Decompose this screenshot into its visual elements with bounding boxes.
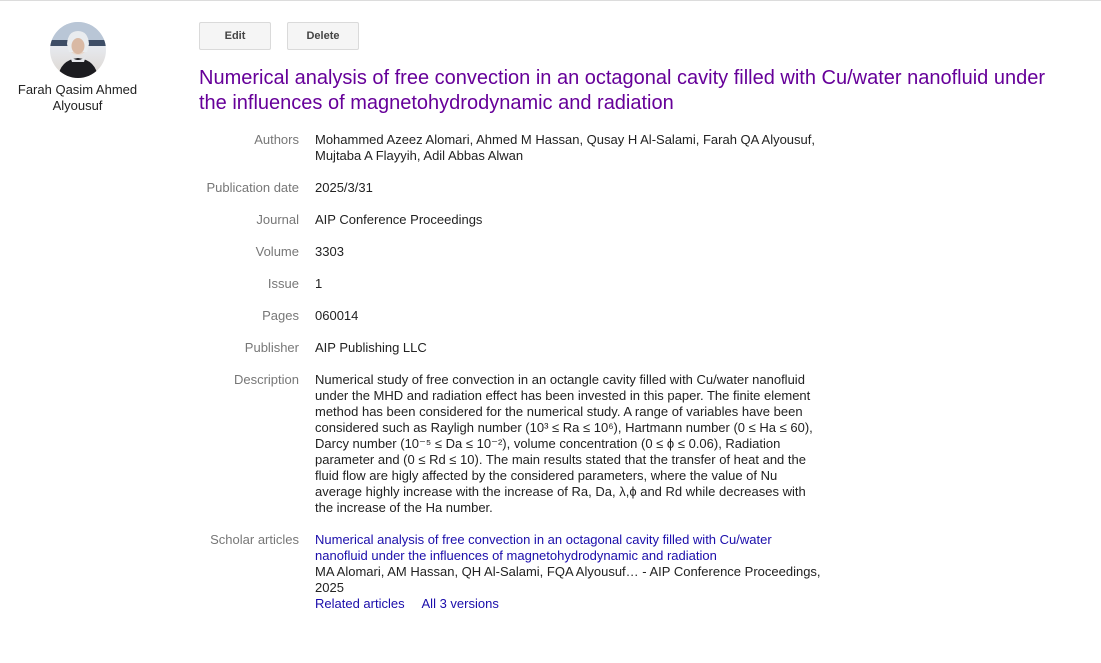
pages-row (199, 308, 839, 324)
description-value: Numerical study of free convection in an octangle cavity filled with Cu/water nanofluid under the MHD and radiation effect has been invested in this paper. The finite element method has been considered for the numerical study. A range of variables have been considered such as Rayligh number (10³ ≤ Ra ≤ 10⁶), Hartmann number (0 ≤ Ha ≤ 60), Darcy number (10⁻⁵ ≤ Da ≤ 10⁻²), volume concentration (0 ≤ ϕ ≤ 0.06), Radiation parameter and (0 ≤ Rd ≤ 10). The main results stated that the transfer of heat and the fluid flow are higly affected by the considered parameters, where the value of Nu average highly increase with the increase of Ra, Da, λ,ϕ and Rd while decreases with the increase of the Ha number. (315, 372, 813, 515)
authors-label: Authors (254, 132, 299, 147)
publication-date-label: Publication date (206, 180, 299, 195)
description-label: Description (233, 372, 299, 387)
edit-button[interactable]: Edit (199, 22, 271, 50)
publication-date-value: 2025/3/31 (315, 180, 373, 195)
scholar-articles-value (315, 532, 825, 612)
publication-date-row (199, 180, 839, 196)
volume-label: Volume (255, 244, 299, 259)
issue-row (199, 276, 839, 292)
scholar-articles-label: Scholar articles (210, 532, 299, 547)
related-articles-link[interactable]: Related articles (315, 596, 405, 611)
top-divider (0, 0, 1101, 1)
journal-row (199, 212, 839, 228)
journal-label: Journal (256, 212, 299, 227)
scholar-article-link[interactable]: Numerical analysis of free convection in an octagonal cavity filled with Cu/water nanofluid under the influences of magnetohydrodynamic and radiation (315, 532, 772, 563)
journal-value: AIP Conference Proceedings (315, 212, 483, 227)
article-title[interactable]: Numerical analysis of free convection in an octagonal cavity filled with Cu/water nanofluid under the influences of magnetohydrodynamic and radiation (199, 67, 1046, 114)
article-fields (199, 132, 839, 628)
scholar-article-links (315, 596, 825, 612)
pages-label: Pages (262, 308, 299, 323)
volume-row (199, 244, 839, 260)
authors-value: Mohammed Azeez Alomari, Ahmed M Hassan, Qusay H Al-Salami, Farah QA Alyousuf, Mujtaba A Flayyih, Adil Abbas Alwan (315, 132, 815, 163)
publisher-value: AIP Publishing LLC (315, 340, 427, 355)
issue-label: Issue (267, 276, 299, 291)
volume-value: 3303 (315, 244, 344, 259)
all-versions-link[interactable]: All 3 versions (421, 596, 499, 611)
scholar-article-authors: MA Alomari, AM Hassan, QH Al-Salami, FQA Alyousuf… - AIP Conference Proceedings, 2025 (315, 564, 821, 595)
scholar-articles-row (199, 532, 839, 612)
description-row (199, 372, 839, 516)
delete-button[interactable]: Delete (287, 22, 359, 50)
avatar[interactable] (50, 22, 106, 78)
avatar-photo-icon (50, 22, 106, 78)
publisher-row (199, 340, 839, 356)
authors-row (199, 132, 839, 164)
publisher-label: Publisher (244, 340, 299, 355)
profile-name: Farah Qasim Ahmed Alyousuf (17, 82, 138, 113)
pages-value: 060014 (315, 308, 359, 323)
profile-card (0, 20, 155, 114)
issue-value: 1 (315, 276, 323, 291)
